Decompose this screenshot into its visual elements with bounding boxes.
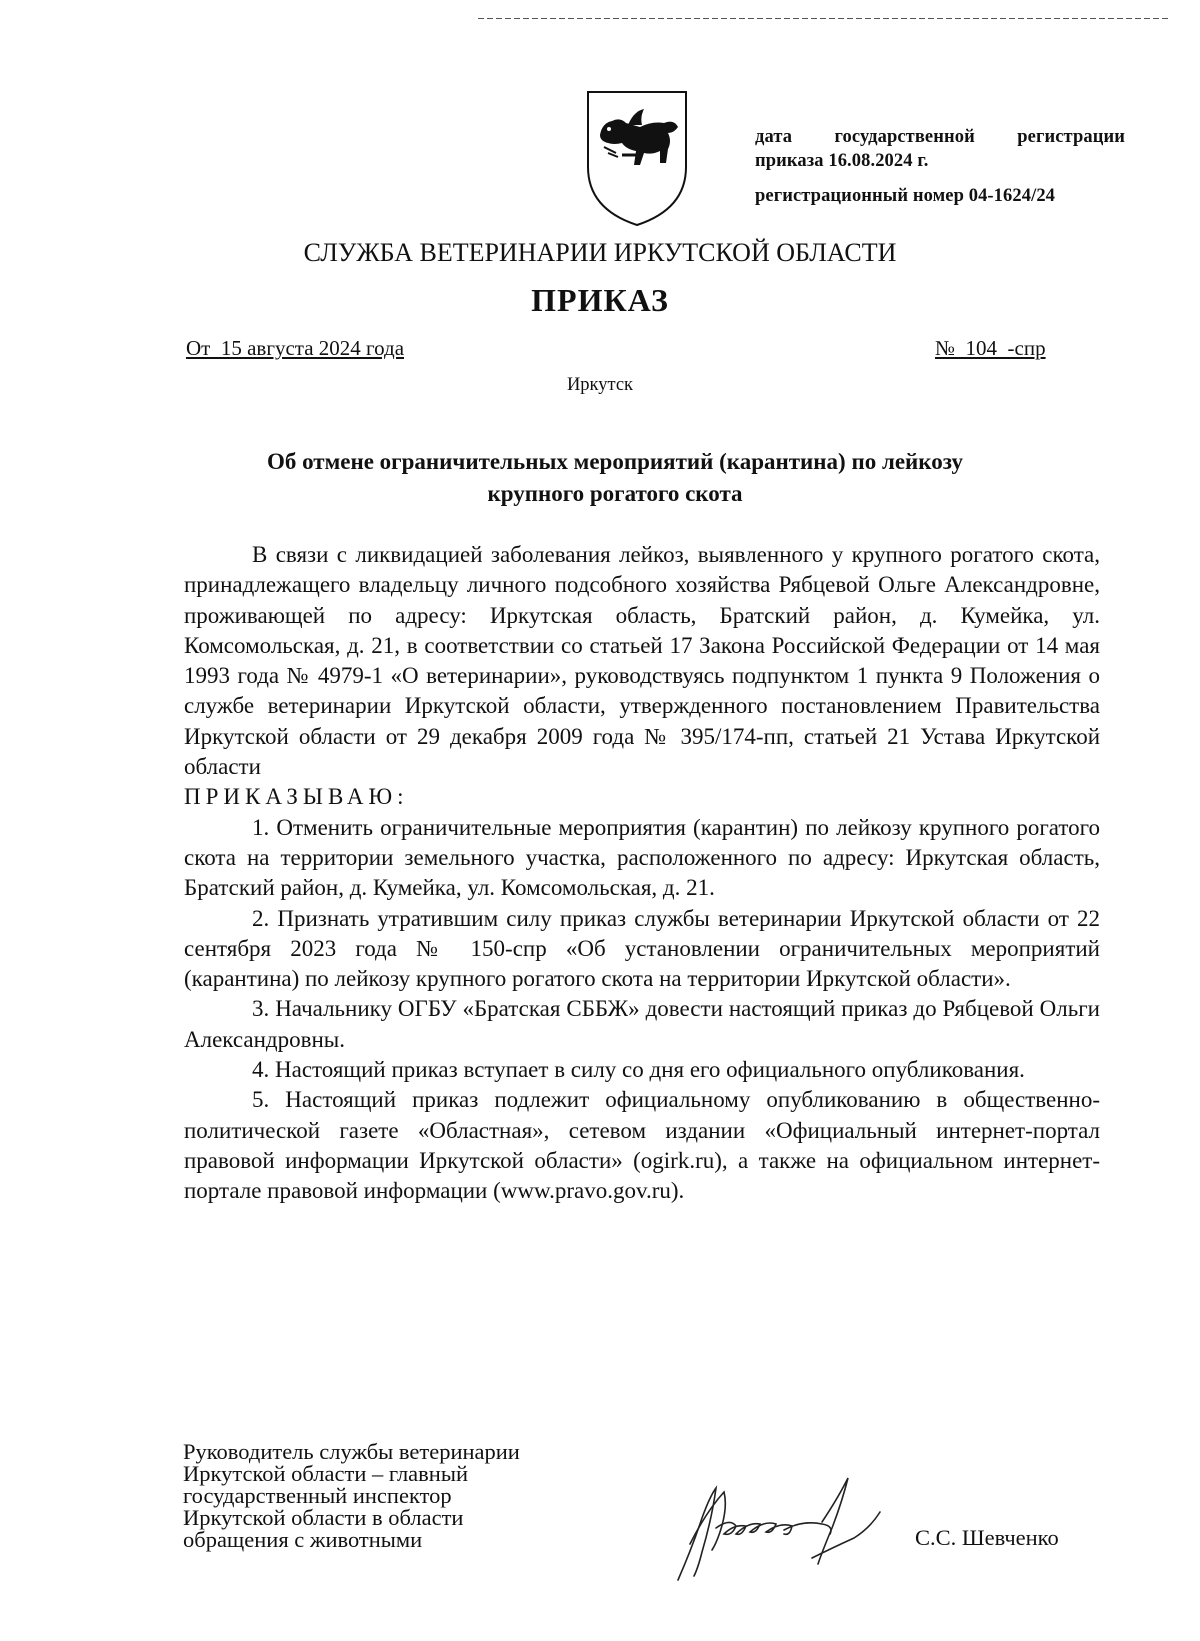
- position-line: Руководитель службы ветеринарии: [183, 1439, 520, 1464]
- order-word: ПРИКАЗЫВАЮ:: [184, 784, 409, 810]
- order-item: 5. Настоящий приказ подлежит официальному опубликованию в общественно-политической газете «Областная», сетевом издании «Официальный интернет-портал правовой информации Иркутской области» (ogirk.ru), а также на официальном интернет-портале правовой информации (www.pravo.gov.ru).: [184, 1087, 1100, 1204]
- registration-date: приказа 16.08.2024 г.: [755, 151, 929, 171]
- position-line: Иркутской области в области: [183, 1505, 464, 1530]
- order-title-line: Об отмене ограничительных мероприятий (карантина) по лейкозу: [266, 449, 964, 474]
- position-line: Иркутской области – главный: [183, 1461, 468, 1486]
- registration-date-word-1: дата: [755, 127, 793, 147]
- order-title: [200, 446, 1030, 510]
- document-type: ПРИКАЗ: [531, 282, 669, 318]
- registration-date-word-3: регистрации: [1017, 127, 1125, 147]
- position-line: государственный инспектор: [183, 1483, 452, 1508]
- order-item: 2. Признать утратившим силу приказ службы ветеринарии Иркутской области от 22 сентября 2023 года № 150-спр «Об установлении ограничительных мероприятий (карантина) по лейкозу крупного рогатого скота на территории Иркутской области».: [184, 905, 1100, 992]
- order-number: № 104 -спр: [935, 336, 1046, 360]
- handwritten-signature-icon: [672, 1468, 904, 1586]
- order-body: [184, 540, 1100, 1207]
- preamble-paragraph: В связи с ликвидацией заболевания лейкоз, выявленного у крупного рогатого скота, принадлежащего владельцу личного подсобного хозяйства Рябцевой Ольге Александровне, проживающей по адресу: Иркутская область, Братский район, д. Кумейка, ул. Комсомольская, д. 21, в соответствии со статьей 17 Закона Российской Федерации от 14 мая 1993 года № 4979-1 «О ветеринарии», руководствуясь подпунктом 1 пункта 9 Положения о службе ветеринарии Иркутской области, утвержденного постановлением Правительства Иркутской области от 29 декабря 2009 года № 395/174-пп, статьей 21 Устава Иркутской области: [184, 542, 1100, 780]
- agency-name: СЛУЖБА ВЕТЕРИНАРИИ ИРКУТСКОЙ ОБЛАСТИ: [303, 238, 897, 267]
- irkutsk-coat-of-arms-icon: [582, 89, 692, 229]
- scan-artifact-line: [478, 18, 1168, 19]
- order-item: 3. Начальнику ОГБУ «Братская СББЖ» довести настоящий приказ до Рябцевой Ольги Александровны.: [184, 996, 1100, 1052]
- order-item: 1. Отменить ограничительные мероприятия (карантин) по лейкозу крупного рогатого скота на территории земельного участка, расположенного по адресу: Иркутская область, Братский район, д. Кумейка, ул. Комсомольская, д. 21.: [184, 814, 1100, 901]
- signer-name: С.С. Шевченко: [915, 1525, 1059, 1550]
- position-line: обращения с животными: [183, 1527, 423, 1552]
- order-item: 4. Настоящий приказ вступает в силу со дня его официального опубликования.: [252, 1057, 1025, 1083]
- order-title-line: крупного рогатого скота: [487, 481, 743, 506]
- registration-number: регистрационный номер 04-1624/24: [755, 186, 1056, 206]
- registration-stamp: [755, 125, 1125, 208]
- order-date: От 15 августа 2024 года: [186, 336, 405, 360]
- signatory-position: [183, 1441, 520, 1551]
- registration-date-word-2: государственной: [834, 127, 975, 147]
- city: Иркутск: [566, 375, 634, 395]
